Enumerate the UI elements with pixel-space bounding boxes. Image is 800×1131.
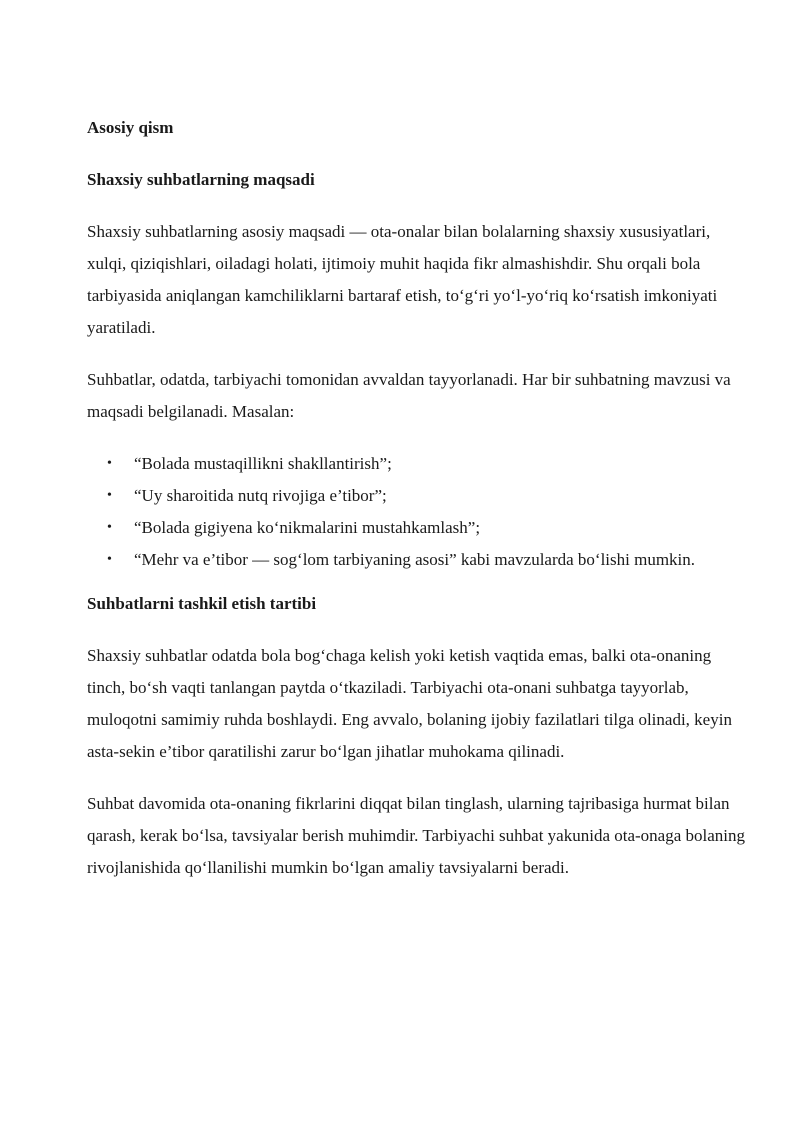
paragraph-organization-1: Shaxsiy suhbatlar odatda bola bog‘chaga kelish yoki ketish vaqtida emas, balki ota-onaning tinch, bo‘sh vaqti tanlangan paytda o‘tkaziladi. Tarbiyachi ota-onani suhbatga tayyorlab, muloqotni samimiy ruhda boshlaydi. Eng avvalo, bolaning ijobiy fazilatlari tilga olinadi, keyin asta-sekin e’tibor qaratilishi zarur bo‘lgan jihatlar muhokama qilinadi.	[87, 646, 732, 761]
main-heading: Asosiy qism	[87, 118, 174, 137]
section-title-organization: Suhbatlarni tashkil etish tartibi	[87, 594, 317, 613]
list-item	[87, 480, 747, 512]
section-title-purpose: Shaxsiy suhbatlarning maqsadi	[87, 170, 315, 189]
list-item-text: “Uy sharoitida nutq rivojiga e’tibor”;	[134, 486, 387, 505]
paragraph-purpose-1: Shaxsiy suhbatlarning asosiy maqsadi — ota-onalar bilan bolalarning shaxsiy xususiyatlari, xulqi, qiziqishlari, oiladagi holati, ijtimoiy muhit haqida fikr almashishdir. Shu orqali bola tarbiyasida aniqlangan kamchiliklarni bartaraf etish, to‘g‘ri yo‘l-yo‘riq ko‘rsatish imkoniyati yaratiladi.	[87, 222, 718, 337]
document-page	[87, 112, 747, 904]
paragraph-organization-2: Suhbat davomida ota-onaning fikrlarini diqqat bilan tinglash, ularning tajribasiga hurmat bilan qarash, kerak bo‘lsa, tavsiyalar berish muhimdir. Tarbiyachi suhbat yakunida ota-onaga bolaning rivojlanishida qo‘llanilishi mumkin bo‘lgan amaliy tavsiyalarni beradi.	[87, 794, 746, 877]
bullet-icon: •	[107, 552, 112, 567]
paragraph-purpose-2: Suhbatlar, odatda, tarbiyachi tomonidan avvaldan tayyorlanadi. Har bir suhbatning mavzusi va maqsadi belgilanadi. Masalan:	[87, 370, 731, 421]
list-item-text: “Mehr va e’tibor — sog‘lom tarbiyaning asosi” kabi mavzularda bo‘lishi mumkin.	[134, 550, 696, 569]
bullet-icon: •	[107, 488, 112, 503]
list-item	[87, 448, 747, 480]
bullet-icon: •	[107, 456, 112, 471]
list-item-text: “Bolada gigiyena ko‘nikmalarini mustahkamlash”;	[134, 518, 481, 537]
topic-list	[87, 448, 747, 576]
bullet-icon: •	[107, 520, 112, 535]
list-item	[87, 544, 747, 576]
list-item-text: “Bolada mustaqillikni shakllantirish”;	[134, 454, 392, 473]
list-item	[87, 512, 747, 544]
